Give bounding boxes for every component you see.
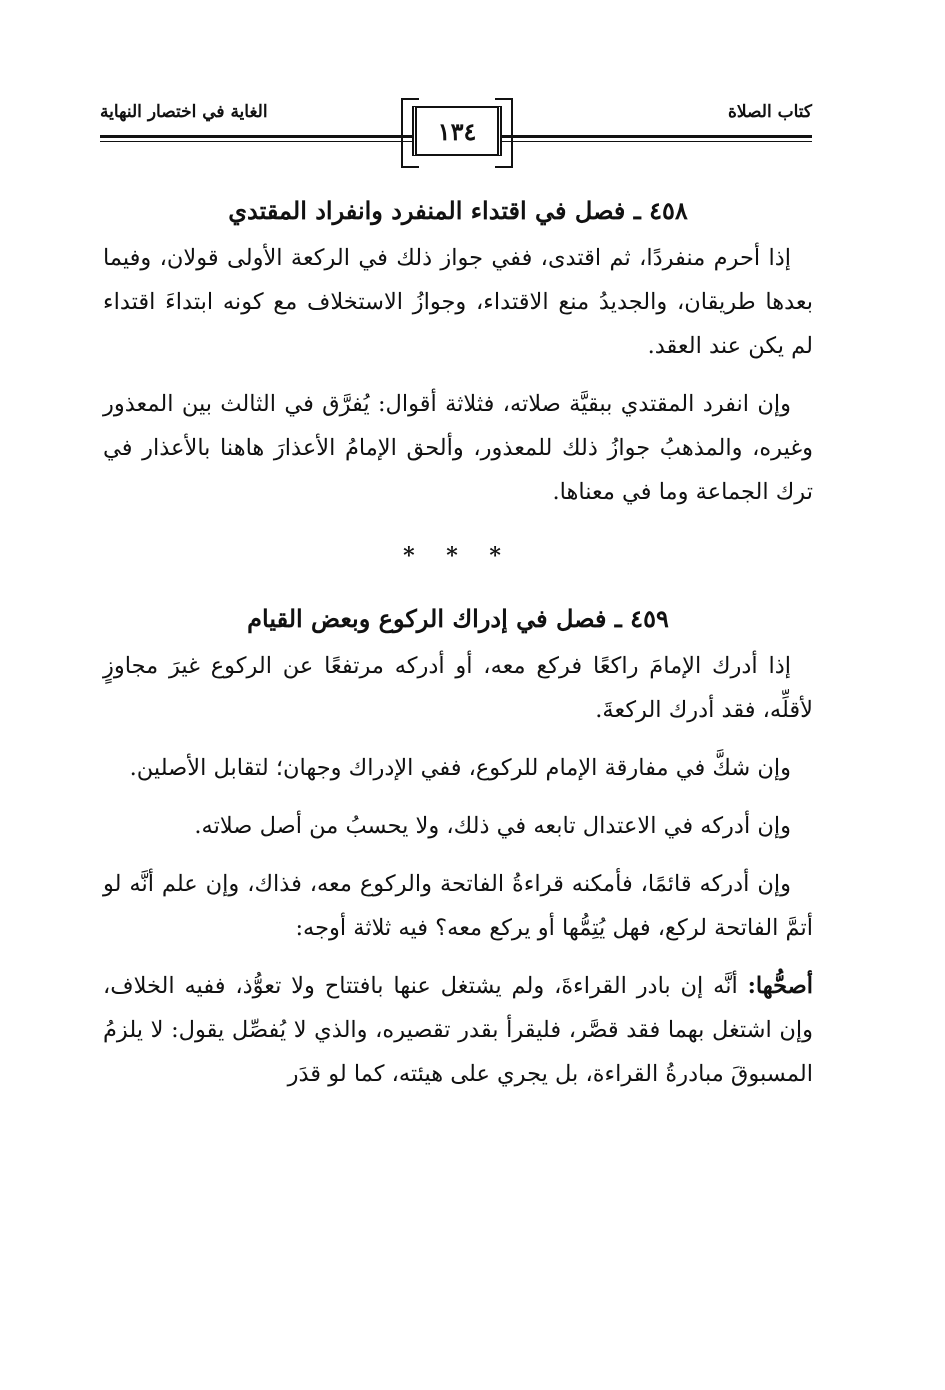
paragraph-lead-term: أصحُّها: xyxy=(747,973,813,999)
page-number: ١٣٤ xyxy=(437,116,477,146)
paragraph xyxy=(103,964,813,1096)
paragraph: إذا أدرك الإمامَ راكعًا فركع معه، أو أدركه مرتفعًا عن الركوع غيرَ مجاوزٍ لأقلِّه، فقد أدرك الركعةَ. xyxy=(103,653,813,723)
section-heading-459: ٤٥٩ ـ فصل في إدراك الركوع وبعض القيام xyxy=(247,604,669,633)
paragraph: إذا أحرم منفردًا، ثم اقتدى، ففي جواز ذلك في الركعة الأولى قولان، وفيما بعدها طريقان، والجديدُ منع الاقتداء، وجوازُ الاستخلاف مع كونه ابتداءَ اقتداء لم يكن عند العقد. xyxy=(103,245,813,359)
paragraph: وإن أدركه في الاعتدال تابعه في ذلك، ولا يحسبُ من أصل صلاته. xyxy=(194,813,791,839)
section-separator: * * * xyxy=(403,543,513,569)
running-title-book: الغاية في اختصار النهاية xyxy=(100,102,268,122)
paragraph: وإن انفرد المقتدي ببقيَّة صلاته، فثلاثة أقوال: يُفرَّق في الثالث بين المعذور وغيره، والمذهبُ جوازُ ذلك للمعذور، وألحق الإمامُ الأعذارَ هاهنا بالأعذار في ترك الجماعة وما في معناها. xyxy=(103,391,813,505)
section-heading-458: ٤٥٨ ـ فصل في اقتداء المنفرد وانفراد المقتدي xyxy=(228,196,688,225)
paragraph-text: أنَّه إن بادر القراءةَ، ولم يشتغل عنها بافتتاح ولا تعوُّذ، ففيه الخلاف، وإن اشتغل بهما فقد قصَّر، فليقرأ بقدر تقصيره، والذي لا يُفصِّل يقول: لا يلزمُ المسبوقَ مبادرةُ القراءة، بل يجري على هيئته، كما لو قدَر xyxy=(103,973,813,1087)
page-number-frame xyxy=(412,106,502,156)
paragraph: وإن أدركه قائمًا، فأمكنه قراءةُ الفاتحة والركوع معه، فذاك، وإن علم أنَّه لو أتمَّ الفاتحة لركع، فهل يُتِمُّها أو يركع معه؟ فيه ثلاثة أوجه: xyxy=(103,871,813,941)
paragraph: وإن شكَّ في مفارقة الإمام للركوع، ففي الإدراك وجهان؛ لتقابل الأصلين. xyxy=(129,755,791,781)
page-header xyxy=(100,92,812,182)
running-title-chapter: كتاب الصلاة xyxy=(727,102,812,122)
page-body xyxy=(103,186,813,1110)
